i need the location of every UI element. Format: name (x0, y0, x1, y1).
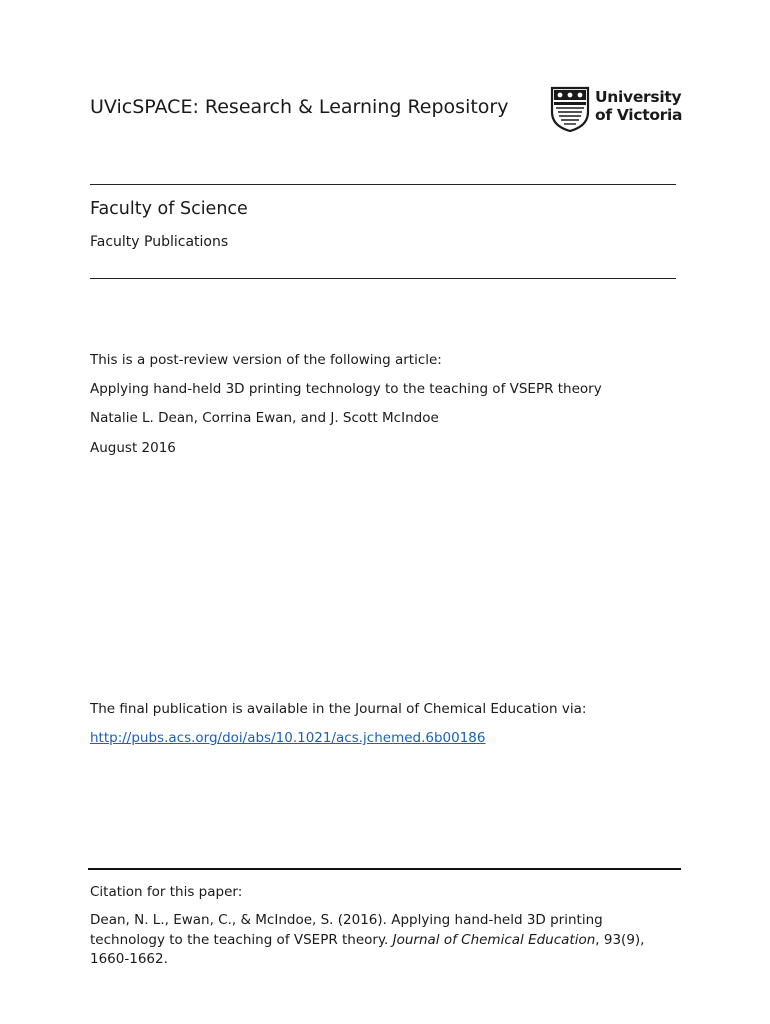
publication-note: The final publication is available in the Journal of Chemical Education via: (90, 701, 587, 717)
collection-subheading: Faculty Publications (90, 234, 229, 250)
citation-prefix: Dean, N. L., Ewan, C., & McIndoe, S. (2016). Applying hand-held 3D printing technology to the teaching of VSEPR theory. (90, 912, 603, 948)
article-date: August 2016 (90, 440, 176, 456)
university-crest-icon (550, 86, 590, 132)
citation-divider (88, 868, 681, 870)
citation-suffix: , 93(9), 1660-1662. (90, 931, 645, 967)
article-authors: Natalie L. Dean, Corrina Ewan, and J. Scott McIndoe (90, 410, 439, 426)
article-title: Applying hand-held 3D printing technology to the teaching of VSEPR theory (90, 381, 602, 397)
faculty-heading: Faculty of Science (90, 199, 248, 219)
publication-link[interactable]: http://pubs.acs.org/doi/abs/10.1021/acs.jchemed.6b00186 (90, 730, 486, 746)
divider-top (90, 184, 676, 185)
logo-text-line1: University (595, 88, 682, 106)
citation-text (90, 911, 680, 970)
intro-text: This is a post-review version of the following article: (90, 352, 442, 368)
citation-journal: Journal of Chemical Education (392, 931, 596, 948)
logo-text-line2: of Victoria (595, 106, 683, 124)
divider-bottom (90, 278, 676, 279)
logo-wordmark (595, 88, 682, 124)
repository-title: UVicSPACE: Research & Learning Repository (90, 96, 509, 118)
citation-heading: Citation for this paper: (90, 884, 243, 900)
university-logo (550, 86, 683, 132)
